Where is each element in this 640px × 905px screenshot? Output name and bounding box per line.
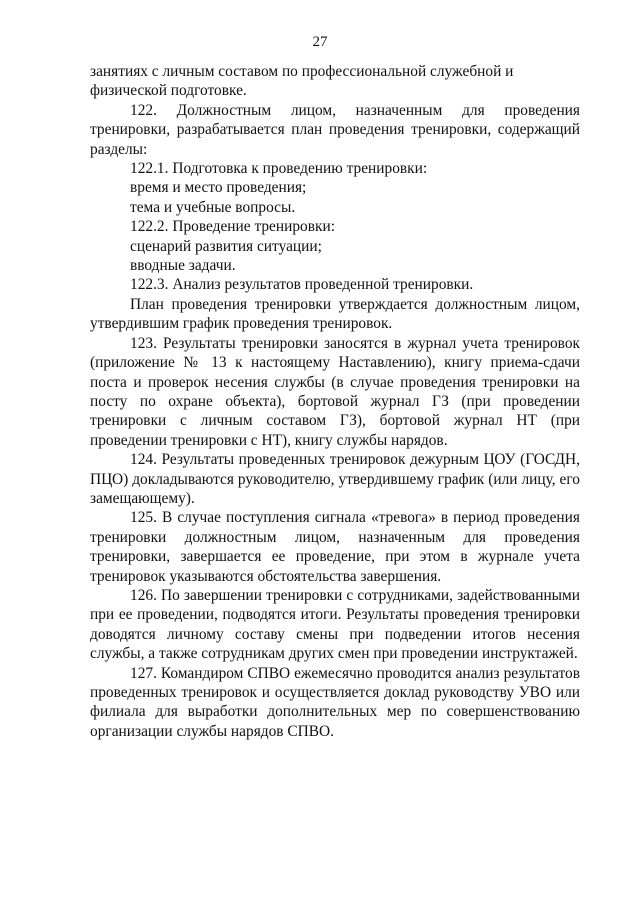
list-item: тема и учебные вопросы. [130, 198, 296, 216]
paragraph-123: 123. Результаты тренировки заносятся в журнал учета тренировок (приложение № 13 к настоящему Наставлению), книгу приема-сдачи поста и проверок несения службы (в случае проведения тренировки на посту по охране объекта), бортовой журнал ГЗ (при проведении тренировки с личным составом ГЗ), бортовой журнал НТ (при проведении тренировки с НТ), книгу службы нарядов. [90, 334, 580, 449]
list-item: вводные задачи. [130, 257, 236, 275]
paragraph-125: 125. В случае поступления сигнала «тревога» в период проведения тренировки должностным лицом, назначенным для проведения тренировки, завершается ее проведение, при этом в журнале учета тренировок указываются обстоятельства завершения. [90, 509, 580, 585]
list-item: время и место проведения; [130, 179, 307, 197]
subsection-122-1: 122.1. Подготовка к проведению тренировки: [130, 160, 428, 178]
paragraph-continuation: занятиях с личным составом по профессиональной служебной и физической подготовке. [90, 63, 514, 100]
list-item: сценарий развития ситуации; [130, 237, 322, 255]
page-number: 27 [312, 34, 328, 50]
paragraph-127: 127. Командиром СПВО ежемесячно проводится анализ результатов проведенных тренировок и осуществляется доклад руководству УВО или филиала для выработки дополнительных мер по совершенствованию организации службы нарядов СПВО. [90, 664, 580, 740]
paragraph-124: 124. Результаты проведенных тренировок дежурным ЦОУ (ГОСДН, ПЦО) докладываются руководителю, утвердившему график (или лицу, его замещающему). [90, 451, 580, 507]
subsection-122-2: 122.2. Проведение тренировки: [130, 218, 336, 236]
paragraph-126: 126. По завершении тренировки с сотрудниками, задействованными при ее проведении, подводятся итоги. Результаты проведения тренировки доводятся личному составу смены при подведении итогов несения службы, а также сотрудникам других смен при проведении инструктажей. [90, 586, 580, 663]
document-body [90, 62, 580, 741]
paragraph-plan-approval: План проведения тренировки утверждается должностным лицом, утвердившим график проведения тренировок. [90, 295, 580, 333]
subsection-122-3: 122.3. Анализ результатов проведенной тренировки. [130, 276, 474, 294]
paragraph-122: 122. Должностным лицом, назначенным для проведения тренировки, разрабатывается план проведения тренировки, содержащий разделы: [90, 101, 580, 158]
